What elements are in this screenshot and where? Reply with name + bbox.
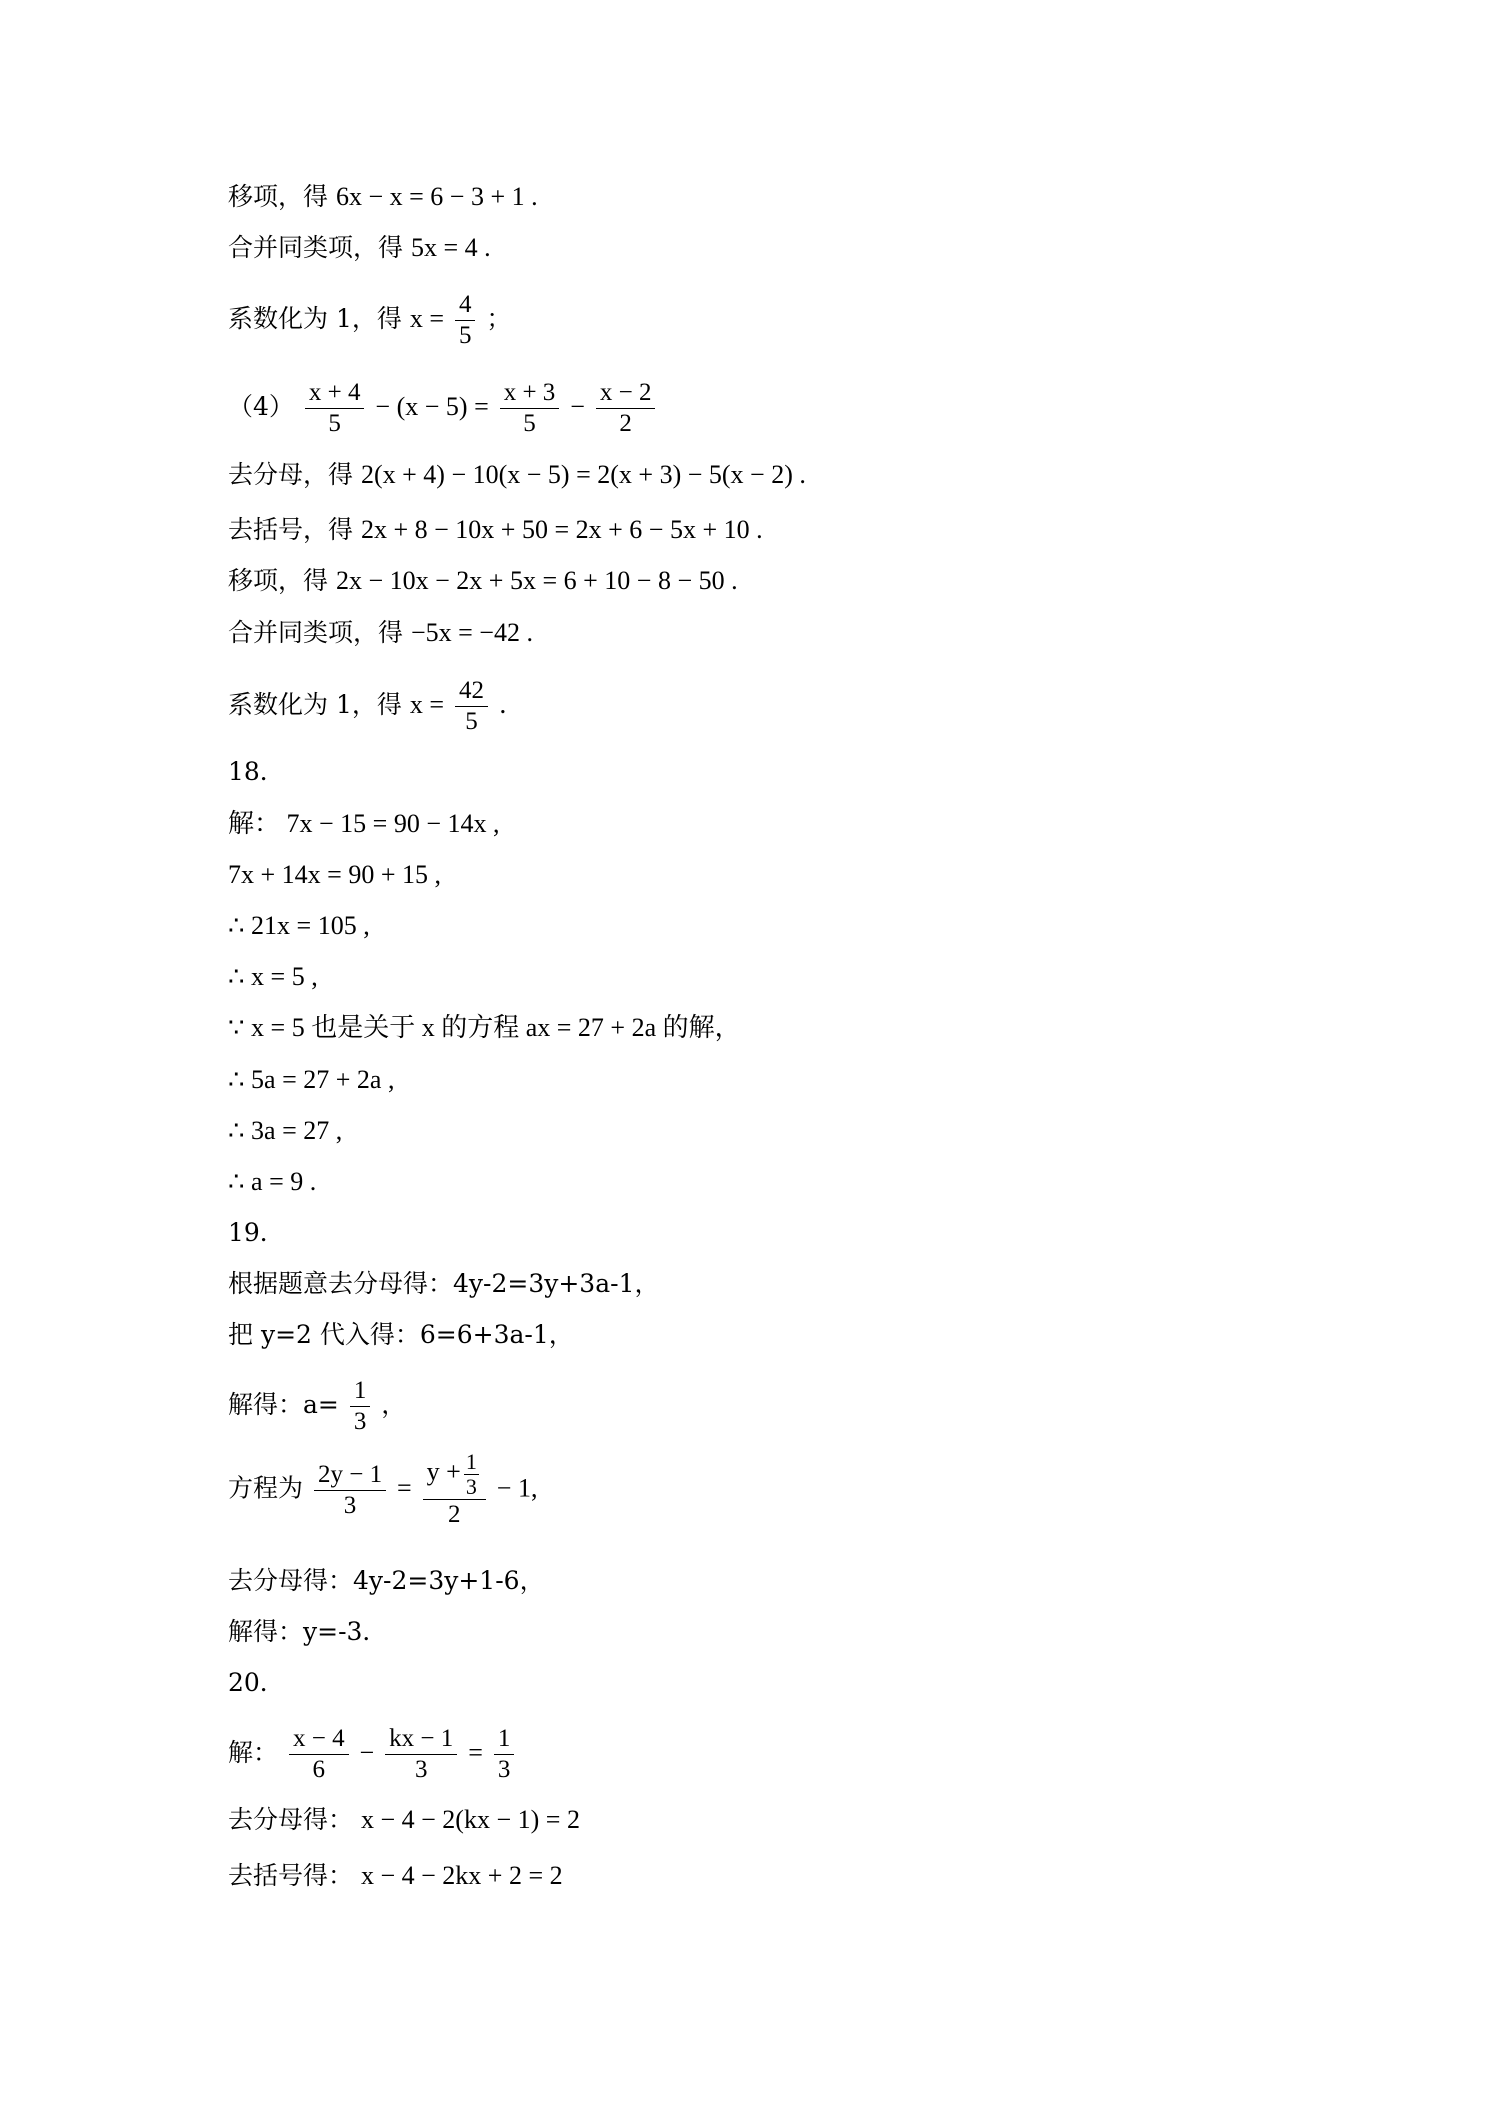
solution-line: [228, 1450, 537, 1530]
denominator: 5: [523, 410, 536, 437]
step-label: 系数化为 1，得: [228, 304, 402, 333]
equation: −5x = −42 .: [410, 618, 533, 647]
fraction: [494, 1724, 515, 1785]
fraction: [596, 378, 656, 439]
numerator: 42: [455, 676, 488, 707]
step-remove-brackets: [228, 513, 763, 547]
solution-line: 去分母得：4y-2=3y+1-6，: [228, 1566, 545, 1595]
fraction: [455, 676, 488, 737]
denominator: 2: [619, 410, 632, 437]
minus-sign: −: [570, 392, 585, 421]
solution-line: [228, 1376, 406, 1437]
equation: 5x = 4 .: [410, 233, 491, 262]
numerator: kx − 1: [385, 1724, 457, 1755]
solution-line: ∵ x = 5 也是关于 x 的方程 ax = 27 + 2a 的解，: [228, 1013, 741, 1042]
numerator: 2y − 1: [314, 1460, 386, 1491]
numerator-prefix: y +: [426, 1457, 461, 1487]
equals-sign: =: [397, 1473, 412, 1503]
step-label: 移项，得: [228, 566, 329, 595]
numerator: 1: [494, 1724, 515, 1755]
equation: 2x + 8 − 10x + 50 = 2x + 6 − 5x + 10 .: [360, 515, 763, 544]
fraction: [385, 1724, 457, 1785]
step-label: 去分母得：: [228, 1805, 354, 1834]
numerator: x − 4: [289, 1724, 349, 1755]
equation-prefix: x =: [409, 690, 444, 719]
step-label: 合并同类项，得: [228, 618, 404, 647]
step-coefficient: [228, 676, 507, 737]
solution-line: ∴ 5a = 27 + 2a ,: [228, 1065, 395, 1094]
problem-number: （4）: [228, 392, 294, 421]
step-label: 去括号得：: [228, 1861, 354, 1890]
denominator: 2: [447, 1501, 461, 1528]
step-transpose: [228, 180, 538, 214]
denominator: 3: [497, 1756, 511, 1783]
denominator: 3: [465, 1474, 477, 1499]
step-transpose: [228, 564, 738, 598]
equation: x − 4 − 2kx + 2 = 2: [360, 1861, 563, 1890]
solution-line: ∴ 21x = 105 ,: [228, 911, 370, 940]
numerator: 1: [350, 1376, 371, 1407]
step-label: 解得：a=: [228, 1390, 339, 1419]
denominator: 5: [465, 708, 478, 735]
fraction: [289, 1724, 349, 1785]
solution-line: 7x + 14x = 90 + 15 ,: [228, 860, 441, 889]
equation-suffix: − 1,: [496, 1473, 538, 1503]
problem-4: [228, 378, 658, 439]
fraction: [455, 290, 476, 351]
denominator: 3: [414, 1756, 428, 1783]
equation-prefix: x =: [409, 304, 444, 333]
solution-line: 把 y=2 代入得：6=6+3a-1，: [228, 1320, 574, 1349]
question-number: 18．: [228, 757, 285, 786]
solution-line: [228, 1803, 580, 1837]
numerator: x + 4: [305, 378, 365, 409]
denominator: 3: [343, 1491, 357, 1519]
solution-line: ∴ a = 9 .: [228, 1167, 317, 1196]
denominator: 5: [458, 322, 472, 349]
numerator: 4: [455, 290, 476, 321]
equation: 6x − x = 6 − 3 + 1 .: [335, 182, 538, 211]
step-combine: [228, 231, 491, 265]
fraction: [305, 378, 365, 439]
solution-line: [228, 1724, 517, 1785]
step-coefficient: [228, 290, 511, 351]
numerator: x + 3: [500, 378, 560, 409]
minus-sign: −: [359, 1738, 375, 1767]
equation: 2x − 10x − 2x + 5x = 6 + 10 − 8 − 50 .: [335, 566, 738, 595]
denominator: 6: [312, 1756, 326, 1783]
step-label: 合并同类项，得: [228, 233, 404, 262]
compound-fraction: [423, 1450, 486, 1530]
step-label: 解：: [228, 1738, 279, 1767]
fraction: [500, 378, 560, 439]
fraction: [314, 1460, 386, 1521]
question-number: 20．: [228, 1668, 285, 1697]
step-label: 系数化为 1，得: [228, 690, 402, 719]
solution-line: [228, 1859, 563, 1893]
denominator: 3: [353, 1408, 367, 1435]
inner-fraction: [464, 1450, 479, 1499]
step-label: 移项，得: [228, 182, 329, 211]
equals-sign: =: [468, 1738, 483, 1767]
punctuation: .: [498, 690, 507, 719]
step-clear-denominators: [228, 458, 806, 492]
solution-line: 解得：y=-3．: [228, 1617, 388, 1646]
question-number: 19．: [228, 1218, 285, 1247]
denominator: 5: [328, 410, 341, 437]
equation: x − 4 − 2(kx − 1) = 2: [360, 1805, 580, 1834]
solution-line: 根据题意去分母得：4y-2=3y+3a-1，: [228, 1269, 660, 1298]
solution-line: 解： 7x − 15 = 90 − 14x ,: [228, 809, 500, 838]
punctuation: ，: [381, 1390, 407, 1419]
equation-middle: − (x − 5) =: [375, 392, 489, 421]
solution-line: ∴ x = 5 ,: [228, 962, 318, 991]
solution-line: ∴ 3a = 27 ,: [228, 1116, 343, 1145]
numerator: x − 2: [596, 378, 656, 409]
punctuation: ；: [486, 304, 512, 333]
step-label: 去括号，得: [228, 515, 354, 544]
fraction: [350, 1376, 371, 1437]
numerator: [423, 1450, 486, 1500]
step-combine: [228, 616, 533, 650]
step-label: 去分母，得: [228, 460, 354, 489]
equation: 2(x + 4) − 10(x − 5) = 2(x + 3) − 5(x − 2) .: [360, 460, 806, 489]
numerator: 1: [465, 1449, 477, 1474]
step-label: 方程为: [228, 1473, 304, 1503]
